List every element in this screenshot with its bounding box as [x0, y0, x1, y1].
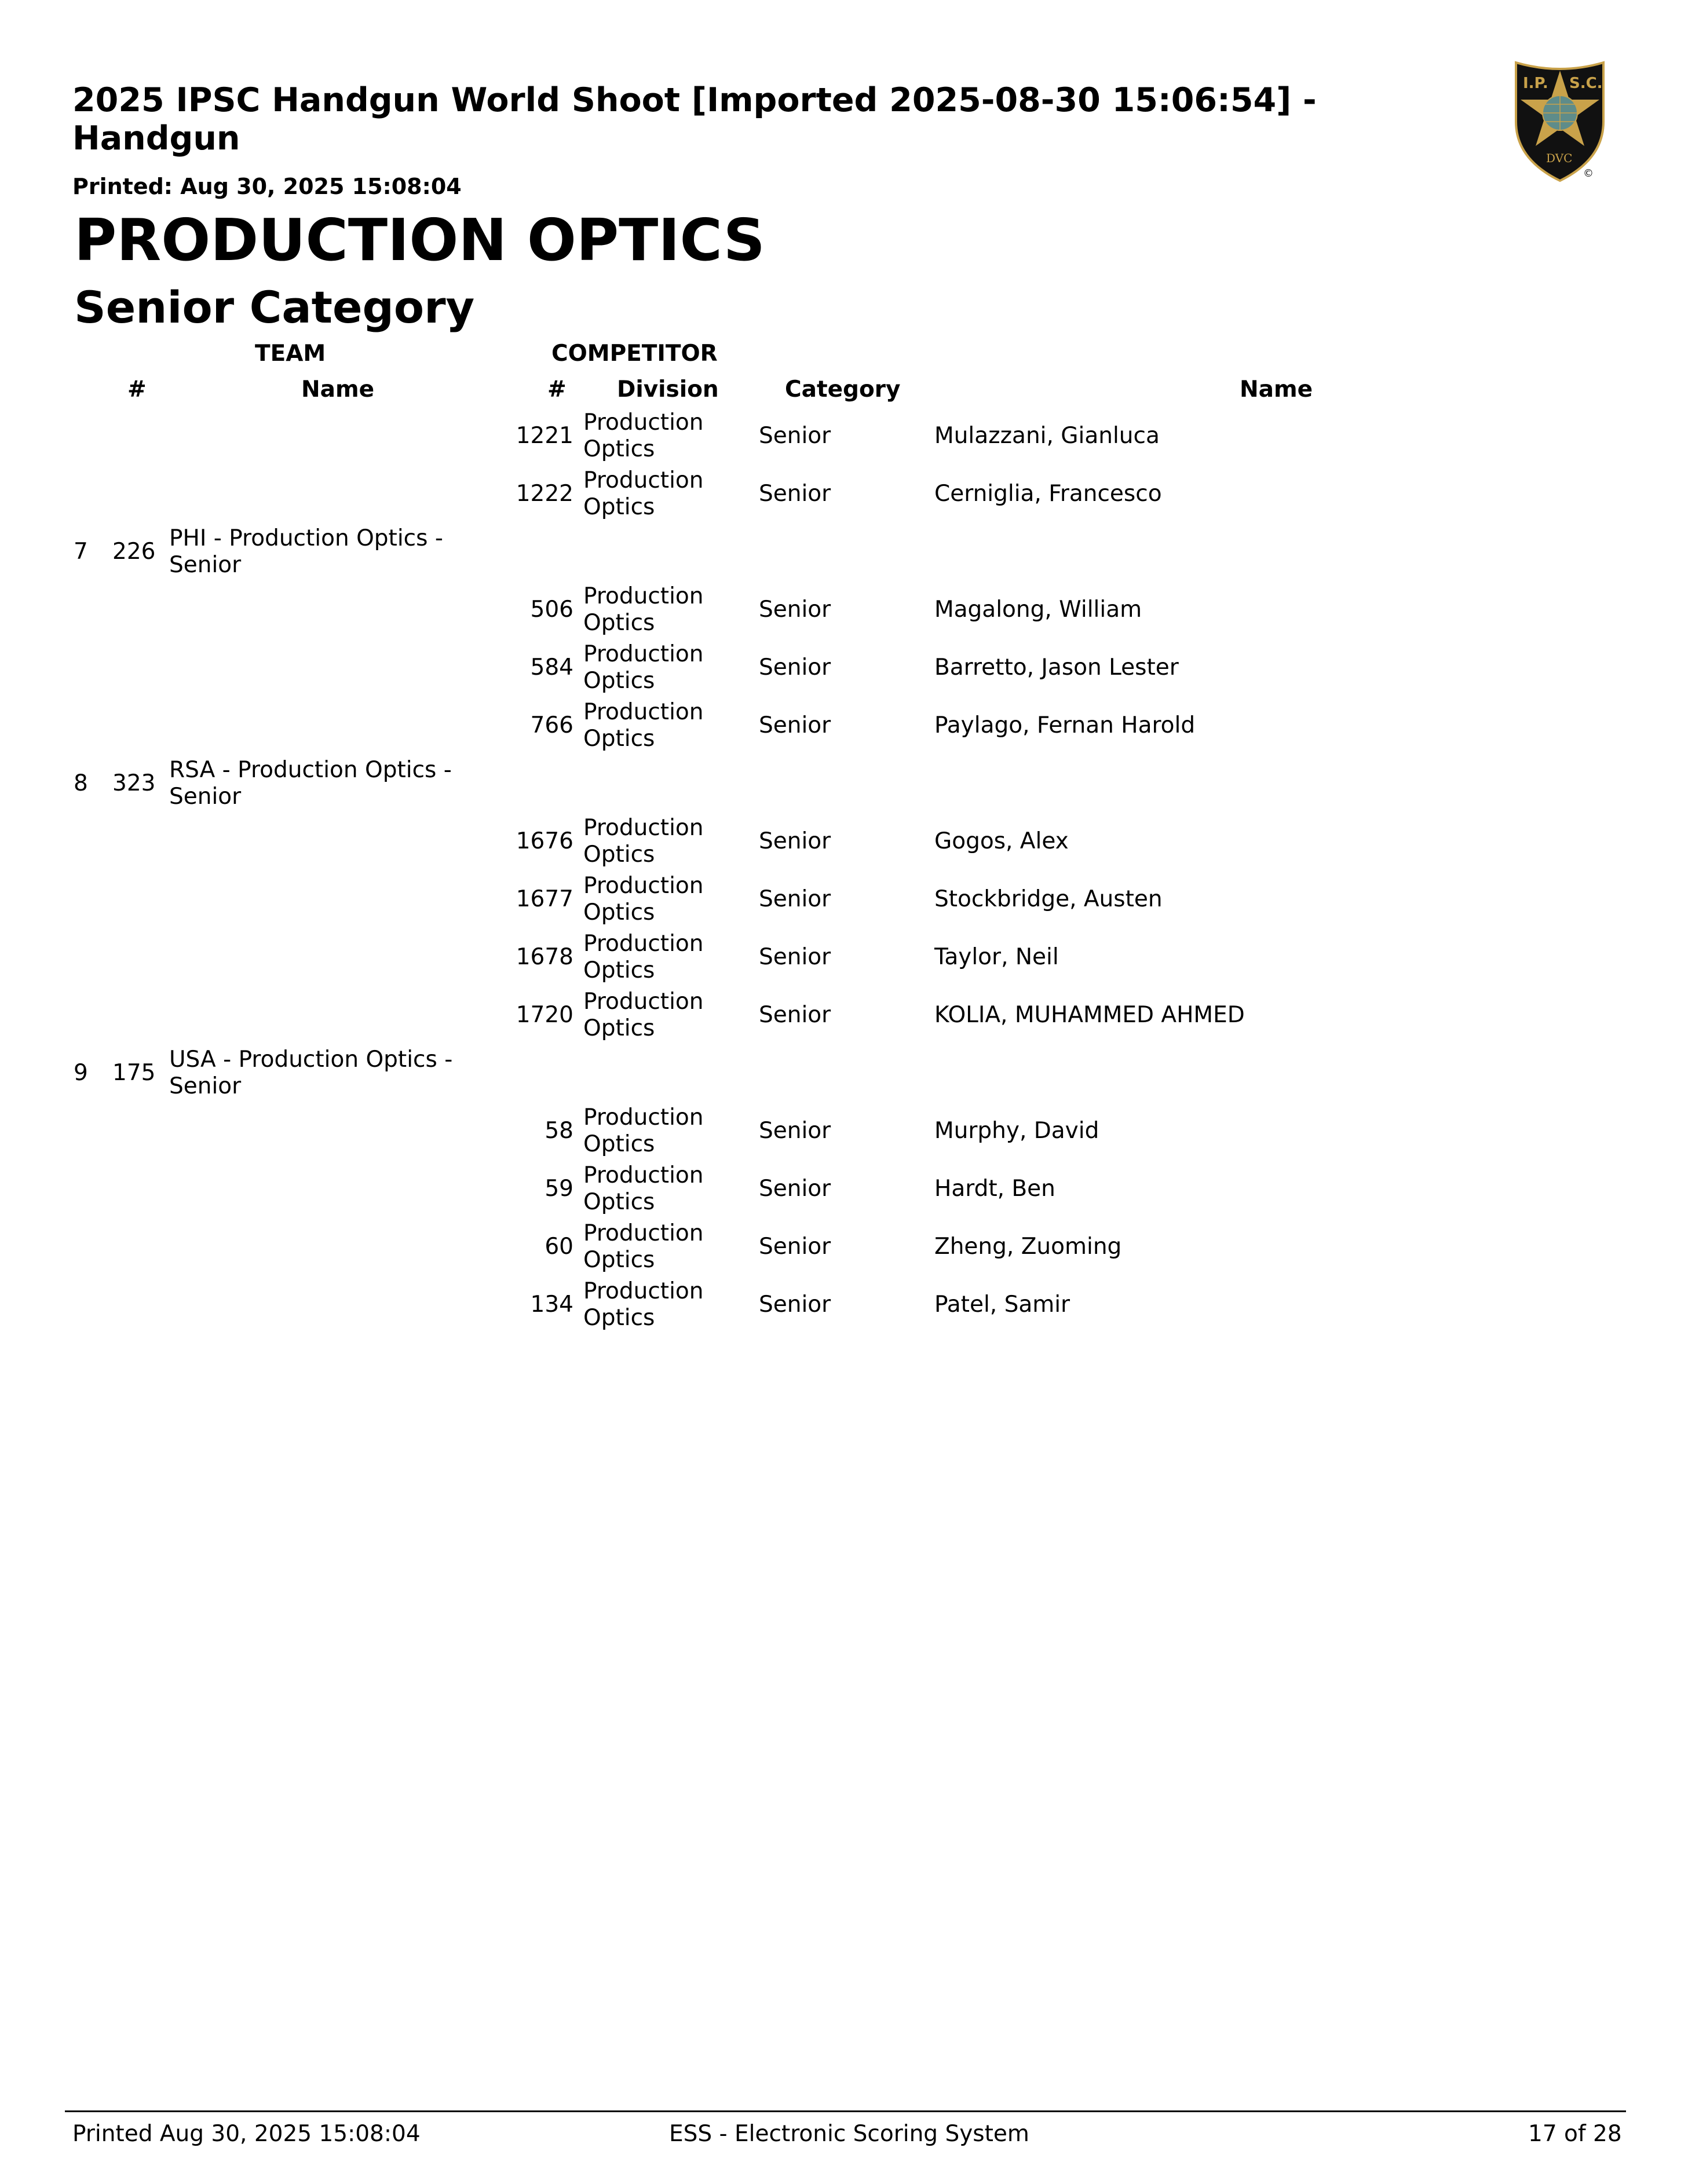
competitor-division-line2: Optics — [583, 436, 655, 462]
competitor-category: Senior — [759, 654, 831, 681]
team-num-header: # — [127, 376, 147, 403]
competitor-number: 1677 — [516, 886, 573, 912]
report-header-title: 2025 IPSC Handgun World Shoot [Imported 2025-08-30 15:06:54] - Handgun — [72, 81, 1317, 158]
team-rank: 8 — [74, 770, 88, 796]
competitor-division-line2: Optics — [583, 668, 655, 694]
category-header: Category — [785, 376, 901, 403]
division-header: Division — [617, 376, 719, 403]
team-name-header: Name — [301, 376, 375, 403]
competitor-number: 584 — [530, 654, 573, 681]
logo-monogram: DVC — [1546, 151, 1573, 165]
competitor-division-line1: Production — [583, 1220, 704, 1246]
copyright-mark: © — [1583, 167, 1594, 180]
competitor-number: 1221 — [516, 423, 573, 449]
competitor-num-header: # — [547, 376, 567, 403]
competitor-division-line2: Optics — [583, 1247, 655, 1273]
team-name-line2: Senior — [169, 552, 242, 578]
competitor-group-header: COMPETITOR — [551, 341, 718, 367]
team-name-line2: Senior — [169, 784, 242, 810]
competitor-name: Gogos, Alex — [934, 828, 1069, 854]
competitor-category: Senior — [759, 828, 831, 854]
competitor-division-line1: Production — [583, 931, 704, 957]
competitor-division-line2: Optics — [583, 1189, 655, 1215]
team-name-line2: Senior — [169, 1073, 242, 1099]
competitor-division-line2: Optics — [583, 1131, 655, 1157]
competitor-name: Magalong, William — [934, 597, 1142, 623]
footer-system: ESS - Electronic Scoring System — [669, 2121, 1029, 2147]
competitor-number: 134 — [530, 1292, 573, 1318]
team-name-line1: RSA - Production Optics - — [169, 757, 452, 783]
competitor-category: Senior — [759, 944, 831, 970]
competitor-division-line2: Optics — [583, 1015, 655, 1041]
competitor-division-line1: Production — [583, 699, 704, 725]
competitor-division-line1: Production — [583, 989, 704, 1015]
competitor-category: Senior — [759, 1176, 831, 1202]
competitor-category: Senior — [759, 597, 831, 623]
competitor-name: Mulazzani, Gianluca — [934, 423, 1160, 449]
competitor-category: Senior — [759, 423, 831, 449]
team-name-line1: PHI - Production Optics - — [169, 525, 443, 551]
competitor-division-line2: Optics — [583, 726, 655, 752]
competitor-number: 60 — [545, 1234, 573, 1260]
competitor-division-line1: Production — [583, 873, 704, 899]
team-number: 175 — [112, 1060, 156, 1086]
competitor-division-line2: Optics — [583, 957, 655, 983]
competitor-name: Patel, Samir — [934, 1292, 1070, 1318]
division-title: PRODUCTION OPTICS — [74, 206, 765, 274]
ipsc-logo — [1509, 58, 1610, 185]
competitor-division-line1: Production — [583, 1278, 704, 1304]
competitor-division-line2: Optics — [583, 494, 655, 520]
competitor-division-line2: Optics — [583, 842, 655, 868]
competitor-name: Zheng, Zuoming — [934, 1234, 1122, 1260]
competitor-category: Senior — [759, 1234, 831, 1260]
competitor-number: 59 — [545, 1176, 573, 1202]
competitor-division-line1: Production — [583, 641, 704, 667]
competitor-division-line1: Production — [583, 467, 704, 493]
competitor-name: KOLIA, MUHAMMED AHMED — [934, 1002, 1245, 1028]
competitor-category: Senior — [759, 1002, 831, 1028]
team-group-header: TEAM — [255, 341, 326, 367]
competitor-number: 766 — [530, 712, 573, 738]
logo-text-right: S.C. — [1569, 75, 1603, 92]
competitor-category: Senior — [759, 886, 831, 912]
competitor-name: Barretto, Jason Lester — [934, 654, 1179, 681]
competitor-category: Senior — [759, 1118, 831, 1144]
competitor-category: Senior — [759, 481, 831, 507]
competitor-division-line2: Optics — [583, 1305, 655, 1331]
team-rank: 9 — [74, 1060, 88, 1086]
competitor-number: 58 — [545, 1118, 573, 1144]
competitor-number: 1720 — [516, 1002, 573, 1028]
team-name-line1: USA - Production Optics - — [169, 1047, 453, 1073]
competitor-name: Taylor, Neil — [934, 944, 1059, 970]
competitor-division-line1: Production — [583, 409, 704, 436]
name-header: Name — [1240, 376, 1313, 403]
footer-printed: Printed Aug 30, 2025 15:08:04 — [72, 2121, 421, 2147]
team-rank: 7 — [74, 539, 88, 565]
competitor-category: Senior — [759, 1292, 831, 1318]
competitor-number: 506 — [530, 597, 573, 623]
printed-timestamp: Printed: Aug 30, 2025 15:08:04 — [72, 174, 462, 199]
team-number: 226 — [112, 539, 156, 565]
competitor-division-line1: Production — [583, 1104, 704, 1131]
competitor-name: Murphy, David — [934, 1118, 1099, 1144]
competitor-name: Hardt, Ben — [934, 1176, 1055, 1202]
competitor-division-line2: Optics — [583, 899, 655, 925]
competitor-division-line1: Production — [583, 583, 704, 609]
category-title: Senior Category — [74, 281, 475, 333]
competitor-category: Senior — [759, 712, 831, 738]
competitor-number: 1676 — [516, 828, 573, 854]
logo-text-left: I.P. — [1523, 75, 1548, 92]
footer-page-number: 17 of 28 — [1528, 2121, 1622, 2147]
footer-divider — [65, 2110, 1626, 2112]
competitor-division-line1: Production — [583, 815, 704, 841]
competitor-division-line1: Production — [583, 1162, 704, 1188]
competitor-number: 1222 — [516, 481, 573, 507]
competitor-name: Stockbridge, Austen — [934, 886, 1163, 912]
competitor-name: Cerniglia, Francesco — [934, 481, 1162, 507]
competitor-number: 1678 — [516, 944, 573, 970]
competitor-name: Paylago, Fernan Harold — [934, 712, 1196, 738]
team-number: 323 — [112, 770, 156, 796]
competitor-division-line2: Optics — [583, 610, 655, 636]
